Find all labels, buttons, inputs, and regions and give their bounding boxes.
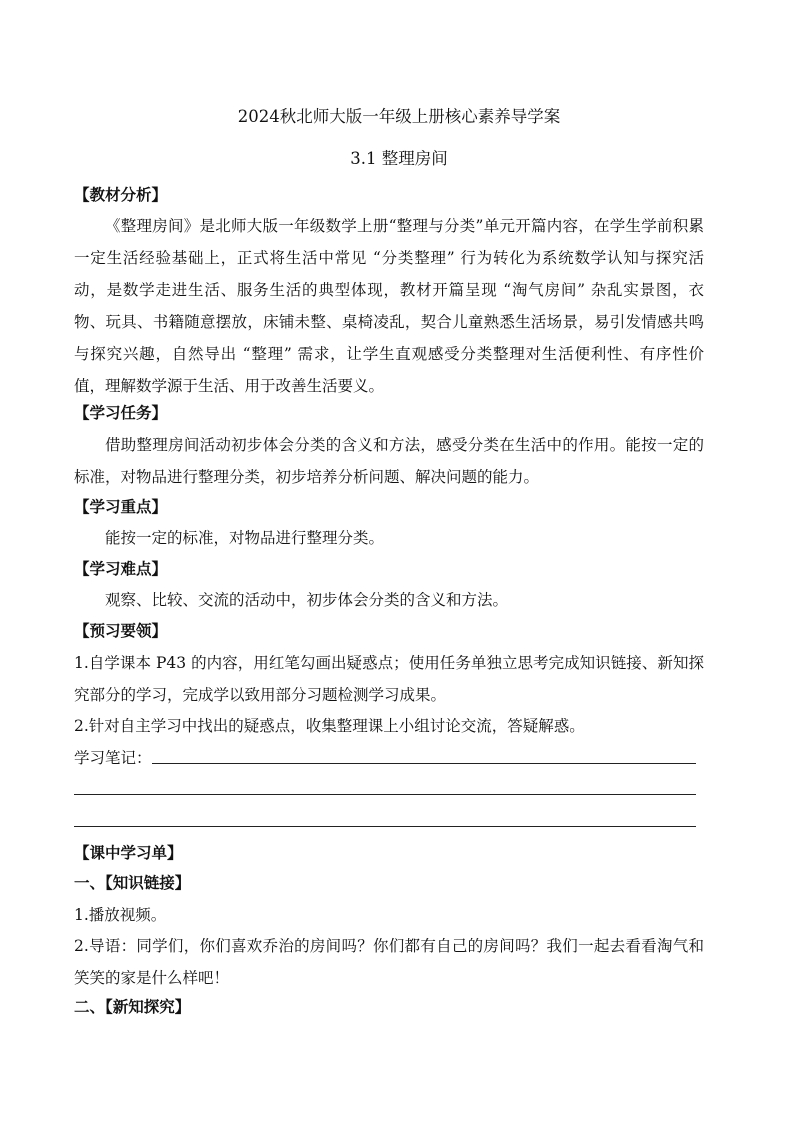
document-title: 2024秋北师大版一年级上册核心素养导学案 bbox=[237, 107, 561, 126]
class-heading: 【课中学习单】 bbox=[74, 844, 183, 862]
difficulty-text: 观察、比较、交流的活动中，初步体会分类的含义和方法。 bbox=[105, 591, 509, 609]
focus-text: 能按一定的标准，对物品进行整理分类。 bbox=[105, 529, 385, 547]
notes-label: 学习笔记： bbox=[74, 749, 152, 767]
task-text: 借助整理房间活动初步体会分类的含义和方法，感受分类在生活中的作用。能按一定的标准，对物品进行整理分类，初步培养分析问题、解决问题的能力。 bbox=[74, 436, 704, 486]
difficulty-heading: 【学习难点】 bbox=[74, 560, 168, 578]
analysis-heading: 【教材分析】 bbox=[74, 186, 168, 204]
task-heading: 【学习任务】 bbox=[74, 404, 168, 422]
notes-line-3 bbox=[74, 826, 696, 827]
knowledge-link-item-1: 1.播放视频。 bbox=[74, 906, 167, 924]
preview-item-2: 2.针对自主学习中找出的疑惑点，收集整理课上小组讨论交流，答疑解惑。 bbox=[74, 717, 585, 735]
knowledge-link-heading: 一、【知识链接】 bbox=[74, 874, 191, 892]
preview-item-1: 1.自学课本 P43 的内容，用红笔勾画出疑惑点；使用任务单独立思考完成知识链接、新知探究部分的学习，完成学以致用部分习题检测学习成果。 bbox=[74, 654, 704, 704]
notes-line-1 bbox=[152, 763, 696, 764]
focus-heading: 【学习重点】 bbox=[74, 498, 168, 516]
new-knowledge-heading: 二、【新知探究】 bbox=[74, 998, 191, 1016]
preview-heading: 【预习要领】 bbox=[74, 622, 168, 640]
notes-line-2 bbox=[74, 794, 696, 795]
analysis-text: 《整理房间》是北师大版一年级数学上册“整理与分类”单元开篇内容，在学生学前积累一定生活经验基础上，正式将生活中常见 “分类整理” 行为转化为系统数学认知与探究活动，是数学走进生活、服务生活的典型体现，教材开篇呈现 “淘气房间” 杂乱实景图，衣物、玩具、书籍随意摆放，床铺未整、桌椅凌乱，契合儿童熟悉生活场景，易引发情感共鸣与探究兴趣，自然导出 “整理” 需求，让学生直观感受分类整理对生活便利性、有序性价值，理解数学源于生活、用于改善生活要义。 bbox=[74, 217, 704, 395]
knowledge-link-item-2: 2.导语：同学们，你们喜欢乔治的房间吗？你们都有自己的房间吗？我们一起去看看淘气和笑笑的家是什么样吧！ bbox=[74, 937, 704, 987]
lesson-title: 3.1 整理房间 bbox=[350, 149, 448, 168]
